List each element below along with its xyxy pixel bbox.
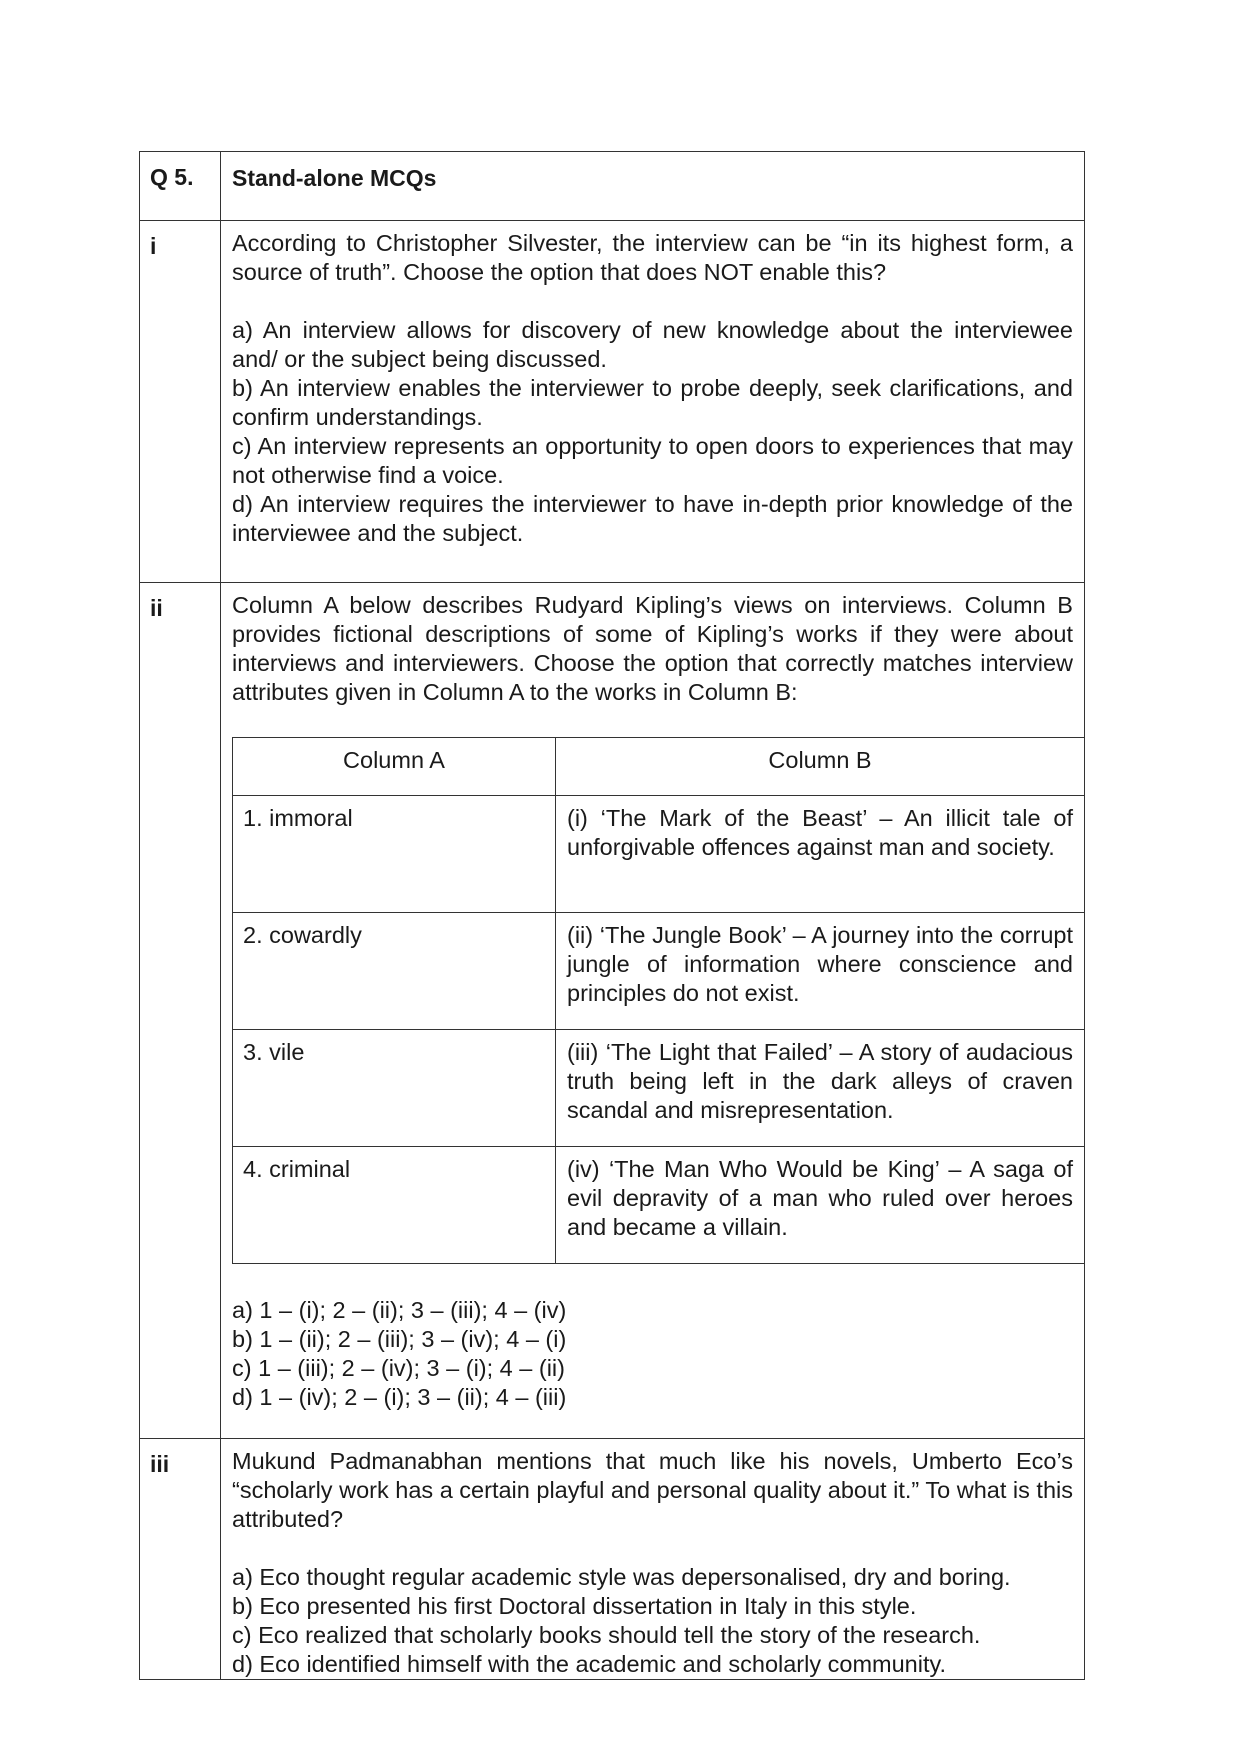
- option-b[interactable]: b) Eco presented his first Doctoral dissertation in Italy in this style.: [232, 1593, 917, 1619]
- table-row: [233, 1030, 1085, 1147]
- option-b[interactable]: b) An interview enables the interviewer to probe deeply, seek clarifications, and confirm understandings.: [232, 375, 1073, 430]
- match-table: [232, 737, 1085, 1264]
- question-header-row: [140, 152, 1085, 221]
- option-c[interactable]: c) An interview represents an opportunity to open doors to experiences that may not otherwise find a voice.: [232, 433, 1073, 488]
- column-a-cell: 1. immoral: [233, 796, 556, 913]
- column-a-cell: 3. vile: [233, 1030, 556, 1147]
- option-a[interactable]: a) Eco thought regular academic style was depersonalised, dry and boring.: [232, 1564, 1011, 1590]
- column-b-cell: (iii) ‘The Light that Failed’ – A story of audacious truth being left in the dark alleys of craven scandal and misrepresentation.: [556, 1030, 1085, 1147]
- column-a-header: Column A: [233, 738, 556, 796]
- table-row: [233, 913, 1085, 1030]
- item-row-iii: [140, 1439, 1085, 1680]
- question-number: Q 5.: [140, 152, 221, 221]
- item-label: i: [140, 221, 221, 583]
- option-a[interactable]: a) 1 – (i); 2 – (ii); 3 – (iii); 4 – (iv): [232, 1297, 567, 1323]
- option-d[interactable]: d) Eco identified himself with the academic and scholarly community.: [232, 1651, 947, 1677]
- column-b-header: Column B: [556, 738, 1085, 796]
- table-row: [233, 1147, 1085, 1264]
- option-d[interactable]: d) 1 – (iv); 2 – (i); 3 – (ii); 4 – (iii): [232, 1384, 567, 1410]
- column-b-cell: (ii) ‘The Jungle Book’ – A journey into the corrupt jungle of information where conscience and principles do not exist.: [556, 913, 1085, 1030]
- column-a-cell: 4. criminal: [233, 1147, 556, 1264]
- option-c[interactable]: c) 1 – (iii); 2 – (iv); 3 – (i); 4 – (ii): [232, 1355, 565, 1381]
- item-label: iii: [140, 1439, 221, 1680]
- option-b[interactable]: b) 1 – (ii); 2 – (iii); 3 – (iv); 4 – (i): [232, 1326, 567, 1352]
- item-stem: Mukund Padmanabhan mentions that much like his novels, Umberto Eco’s “scholarly work has a certain playful and personal quality about it.” To what is this attributed?: [232, 1448, 1073, 1532]
- item-row-i: [140, 221, 1085, 583]
- item-row-ii: [140, 583, 1085, 1439]
- options-list: [232, 1296, 1073, 1412]
- option-a[interactable]: a) An interview allows for discovery of new knowledge about the interviewee and/ or the subject being discussed.: [232, 317, 1073, 372]
- option-d[interactable]: d) An interview requires the interviewer to have in-depth prior knowledge of the interviewee and the subject.: [232, 491, 1073, 546]
- item-label: ii: [140, 583, 221, 1439]
- table-row: [233, 796, 1085, 913]
- question-table: [139, 151, 1085, 1680]
- match-table-header: [233, 738, 1085, 796]
- item-content: [221, 583, 1085, 1439]
- question-title: Stand-alone MCQs: [221, 152, 1085, 221]
- column-b-cell: (iv) ‘The Man Who Would be King’ – A saga of evil depravity of a man who ruled over heroes and became a villain.: [556, 1147, 1085, 1264]
- item-stem: Column A below describes Rudyard Kipling’s views on interviews. Column B provides fictional descriptions of some of Kipling’s works if they were about interviews and interviewers. Choose the option that correctly matches interview attributes given in Column A to the works in Column B:: [232, 592, 1073, 705]
- column-a-cell: 2. cowardly: [233, 913, 556, 1030]
- column-b-cell: (i) ‘The Mark of the Beast’ – An illicit tale of unforgivable offences against man and society.: [556, 796, 1085, 913]
- option-c[interactable]: c) Eco realized that scholarly books should tell the story of the research.: [232, 1622, 981, 1648]
- item-content: [221, 1439, 1085, 1680]
- item-content: [221, 221, 1085, 583]
- item-stem: According to Christopher Silvester, the interview can be “in its highest form, a source of truth”. Choose the option that does NOT enable this?: [232, 230, 1073, 285]
